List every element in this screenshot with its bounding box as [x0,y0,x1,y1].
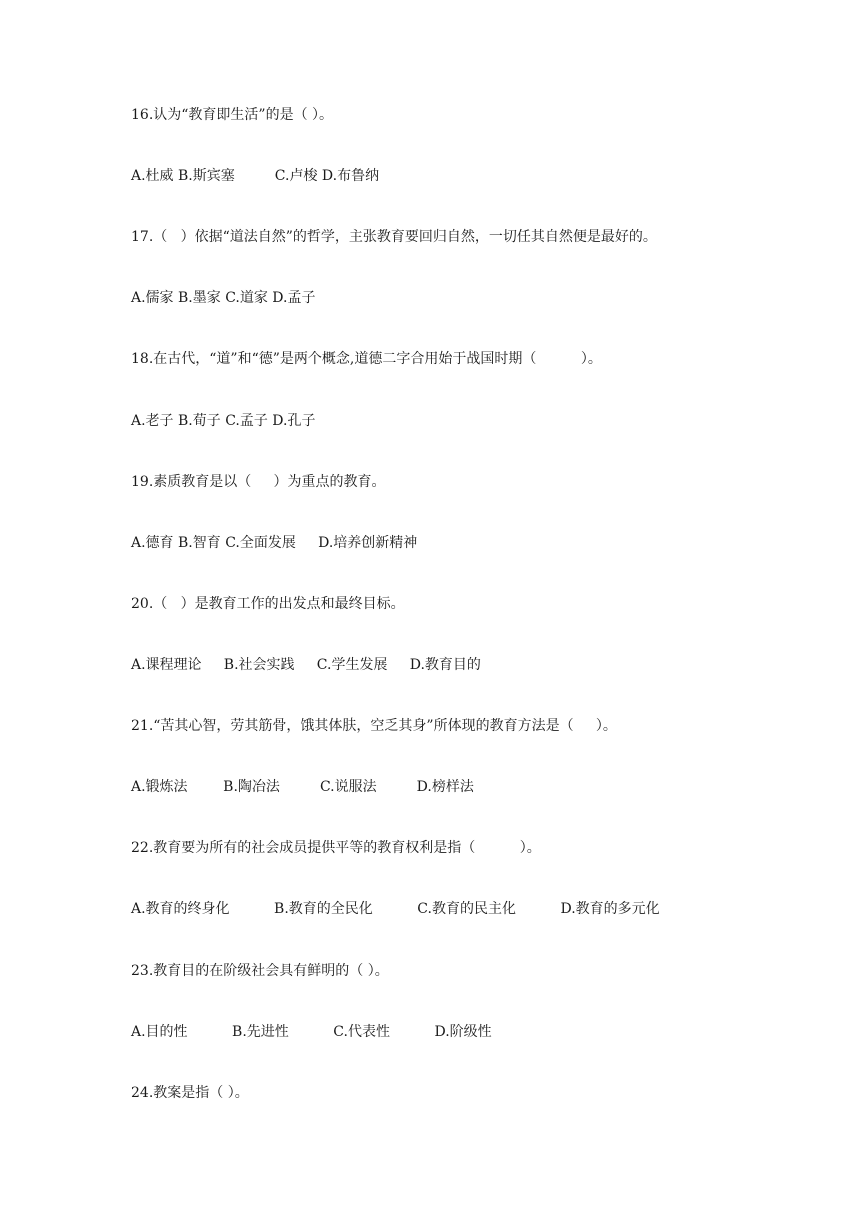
question-19-options: A.德育 B.智育 C.全面发展 D.培养创新精神 [131,535,418,551]
question-21-options: A.锻炼法 B.陶冶法 C.说服法 D.榜样法 [131,779,474,795]
question-20-options: A.课程理论 B.社会实践 C.学生发展 D.教育目的 [131,657,481,673]
question-22-stem: 22.教育要为所有的社会成员提供平等的教育权利是指（ ）。 [131,840,541,856]
question-17-stem: 17.（ ）依据“道法自然”的哲学，主张教育要回归自然，一切任其自然便是最好的。 [131,229,657,245]
question-24-stem: 24.教案是指（ ）。 [131,1085,249,1101]
question-23-options: A.目的性 B.先进性 C.代表性 D.阶级性 [131,1024,492,1040]
question-20-stem: 20.（ ）是教育工作的出发点和最终目标。 [131,596,405,612]
question-21-stem: 21.“苦其心智，劳其筋骨，饿其体肤，空乏其身”所体现的教育方法是（ ）。 [131,718,617,734]
question-16-options: A.杜威 B.斯宾塞 C.卢梭 D.布鲁纳 [131,168,380,184]
question-19-stem: 19.素质教育是以（ ）为重点的教育。 [131,474,386,490]
question-16-stem: 16.认为“教育即生活”的是（ ）。 [131,107,334,123]
question-23-stem: 23.教育目的在阶级社会具有鲜明的（ ）。 [131,963,389,979]
question-18-options: A.老子 B.荀子 C.孟子 D.孔子 [131,413,316,429]
question-17-options: A.儒家 B.墨家 C.道家 D.孟子 [131,290,316,306]
question-22-options: A.教育的终身化 B.教育的全民化 C.教育的民主化 D.教育的多元化 [131,901,660,917]
question-18-stem: 18.在古代，“道”和“德”是两个概念,道德二字合用始于战国时期（ ）。 [131,351,602,367]
